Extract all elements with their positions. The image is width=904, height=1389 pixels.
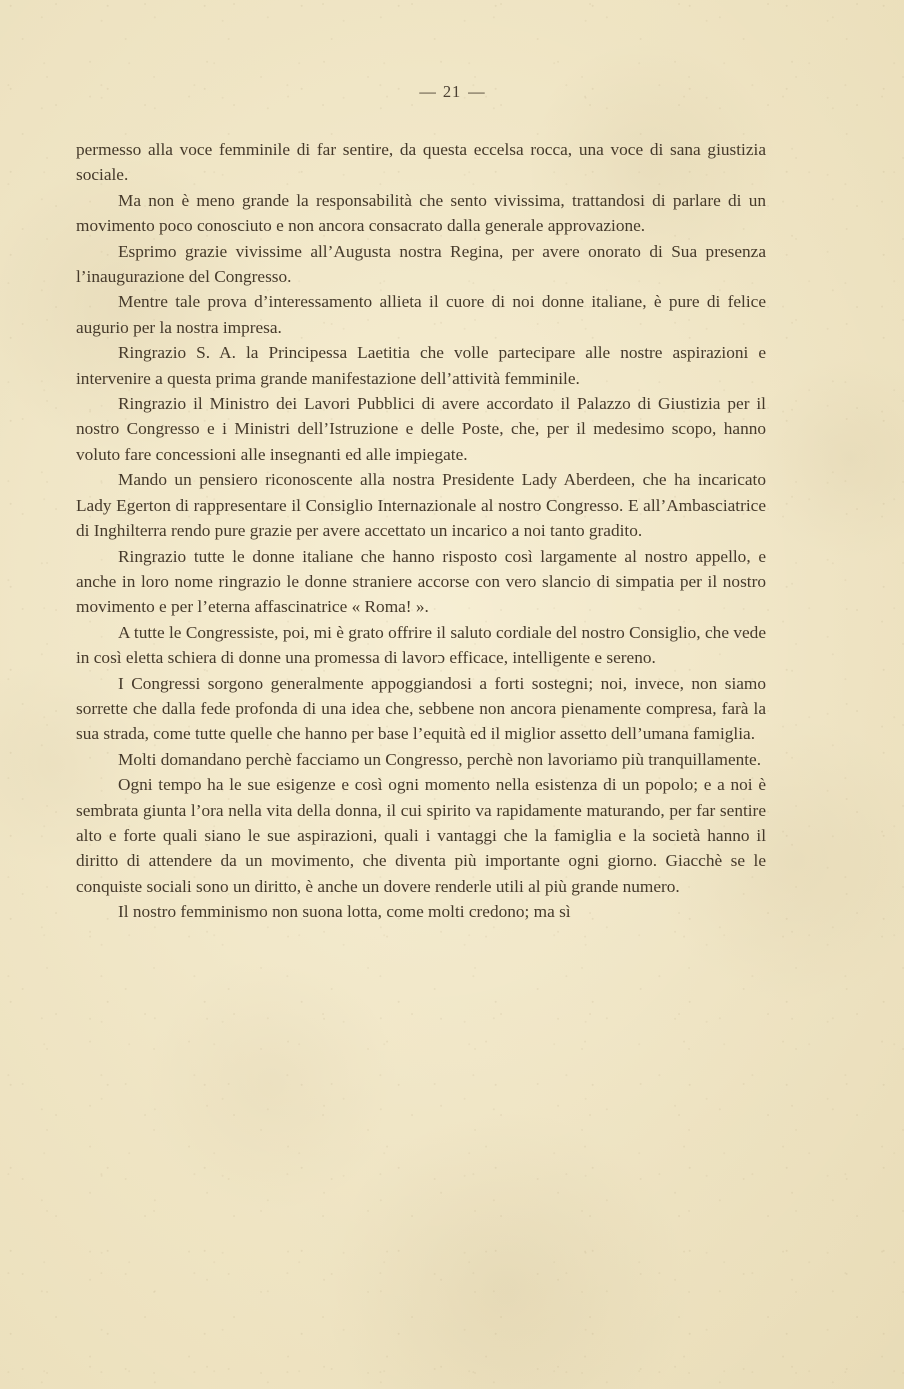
folio-right-rule: —	[468, 82, 485, 101]
paragraph: Ringrazio tutte le donne italiane che hanno risposto così largamente al nostro appello, e anche in loro nome ringrazio le donne straniere accorse con vero slancio di simpatia per il nostro movimento e per l’eterna affascinatrice « Roma! ».	[76, 546, 766, 617]
paragraph: Mando un pensiero riconoscente alla nostra Presidente Lady Aberdeen, che ha incaricato Lady Egerton di rappresentare il Consiglio Internazionale al nostro Congresso. E all’Ambasciatrice di Inghilterra rendo pure grazie per avere accettato un incarico a noi tanto gradito.	[76, 470, 766, 541]
paragraph: Mentre tale prova d’interessamento allieta il cuore di noi donne italiane, è pure di felice augurio per la nostra impresa.	[76, 292, 766, 337]
folio-page-number: 21	[442, 82, 462, 101]
paragraph: A tutte le Congressiste, poi, mi è grato offrire il saluto cordiale del nostro Consiglio, che vede in così eletta schiera di donne una promessa di lavorɔ efficace, intelligente e sereno.	[76, 622, 766, 668]
paragraph: Ma non è meno grande la responsabilità che sento vivissima, trattandosi di parlare di un movimento poco conosciuto e non ancora consacrato dalla generale approvazione.	[76, 190, 766, 236]
paragraph: Ringrazio il Ministro dei Lavori Pubblici di avere accordato il Palazzo di Giustizia per il nostro Congresso e i Ministri dell’Istruzione e delle Poste, che, per il medesimo scopo, hanno voluto fare concessioni alle insegnanti ed alle impiegate.	[76, 394, 766, 464]
paragraph: Il nostro femminismo non suona lotta, come molti credono; ma sì	[118, 902, 571, 922]
paragraph: Esprimo grazie vivissime all’Augusta nostra Regina, per avere onorato di Sua presenza l’inaugurazione del Congresso.	[76, 241, 766, 287]
body-text-block	[76, 137, 766, 925]
paragraph: I Congressi sorgono generalmente appoggiandosi a forti sostegni; noi, invece, non siamo sorrette che dalla fede profonda di una idea che, sebbene non ancora pienamente compresa, farà la sua strada, come tutte quelle che hanno per base l’equità ed il miglior assetto dell’umana famiglia.	[76, 673, 766, 744]
paragraph: Ringrazio S. A. la Principessa Laetitia che volle partecipare alle nostre aspirazioni e intervenire a questa prima grande manifestazione dell’attività femminile.	[76, 343, 766, 388]
paragraph: permesso alla voce femminile di far sentire, da questa eccelsa rocca, una voce di sana giustizia sociale.	[76, 140, 766, 185]
folio-left-rule: —	[419, 82, 436, 101]
paragraph: Molti domandano perchè facciamo un Congresso, perchè non lavoriamo più tranquillamente.	[118, 749, 762, 769]
page-folio	[0, 82, 904, 102]
paragraph: Ogni tempo ha le sue esigenze e così ogni momento nella esistenza di un popolo; e a noi è sembrata giunta l’ora nella vita della donna, il cui spirito va rapidamente maturando, per far sentire alto e forte quali siano le sue aspirazioni, quali i vantaggi che la famiglia e la società hanno il diritto di attendere da un movimento, che diventa più importante ogni giorno. Giacchè se le conquiste sociali sono un diritto, è anche un dovere renderle utili al più grande numero.	[76, 775, 766, 896]
